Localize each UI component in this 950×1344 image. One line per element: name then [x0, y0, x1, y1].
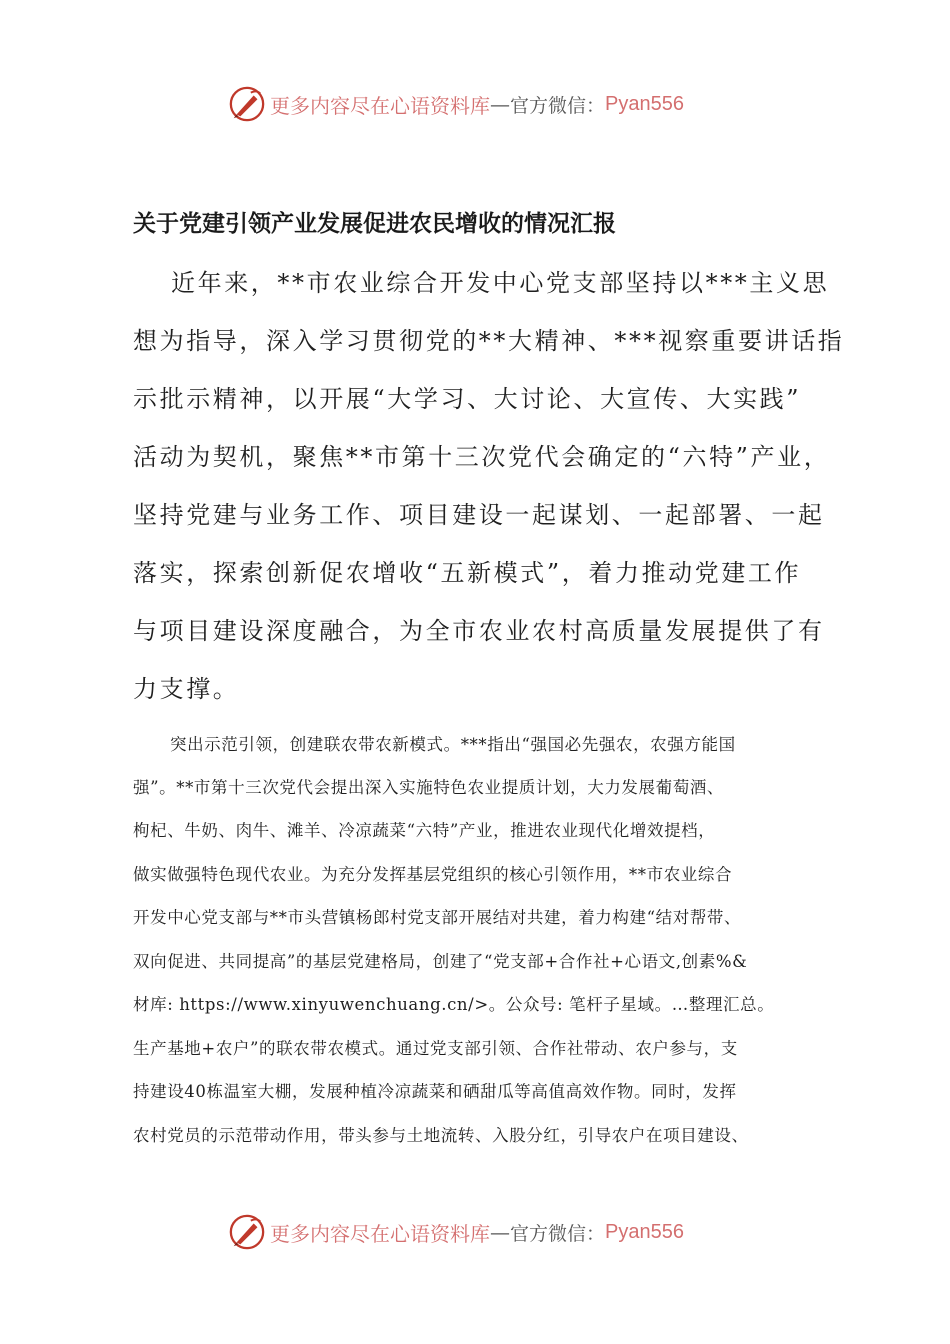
watermark-wechat-id: Pyan556 — [605, 1220, 684, 1243]
watermark-wechat-label: 官方微信： — [510, 1222, 606, 1245]
pen-logo-icon — [228, 85, 266, 123]
intro-line: 示批示精神，以开展“大学习、大讨论、大宣传、大实践” — [133, 385, 802, 413]
watermark-text: 更多内容尽在心语资料库 — [270, 93, 490, 118]
watermark-wechat-id: Pyan556 — [605, 92, 684, 115]
body-line: 强”。**市第十三次党代会提出深入实施特色农业提质计划，大力发展葡萄酒、 — [133, 778, 725, 797]
body-line: 材库: https://www.xinyuwenchuang.cn/>。公众号: 笔杆子星域。…整理汇总。 — [133, 995, 775, 1014]
watermark-dash: — — [490, 92, 510, 116]
body-line: 做实做强特色现代农业。为充分发挥基层党组织的核心引领作用，**市农业综合 — [133, 865, 733, 884]
intro-line: 与项目建设深度融合，为全市农业农村高质量发展提供了有 — [133, 617, 825, 645]
intro-line: 落实，探索创新促农增收“五新模式”，着力推动党建工作 — [133, 559, 802, 587]
intro-line: 想为指导，深入学习贯彻党的**大精神、***视察重要讲话指 — [133, 327, 845, 355]
watermark-text: 更多内容尽在心语资料库 — [270, 1221, 490, 1246]
body-line: 持建设40栋温室大棚，发展种植冷凉蔬菜和硒甜瓜等高值高效作物。同时，发挥 — [133, 1082, 737, 1101]
intro-line: 近年来，**市农业综合开发中心党支部坚持以***主义思 — [171, 269, 830, 297]
intro-line: 活动为契机，聚焦**市第十三次党代会确定的“六特”产业， — [133, 443, 831, 471]
intro-line: 坚持党建与业务工作、项目建设一起谋划、一起部署、一起 — [133, 501, 825, 529]
watermark-banner-top — [228, 84, 728, 124]
watermark-dash: — — [490, 1220, 510, 1244]
watermark-wechat-label: 官方微信： — [510, 94, 606, 117]
body-line: 枸杞、牛奶、肉牛、滩羊、冷凉蔬菜“六特”产业，推进农业现代化增效提档， — [133, 821, 716, 840]
intro-line: 力支撑。 — [133, 675, 240, 703]
body-line: 农村党员的示范带动作用，带头参与土地流转、入股分红，引导农户在项目建设、 — [133, 1126, 749, 1145]
body-line: 双向促进、共同提高”的基层党建格局，创建了“党支部+合作社+心语文,创素%& — [133, 952, 748, 971]
body-line: 开发中心党支部与**市头营镇杨郎村党支部开展结对共建，着力构建“结对帮带、 — [133, 908, 742, 927]
body-line: 突出示范引领，创建联农带农新模式。***指出“强国必先强农，农强方能国 — [170, 735, 736, 754]
document-title: 关于党建引领产业发展促进农民增收的情况汇报 — [133, 211, 616, 237]
watermark-banner-bottom — [228, 1212, 728, 1252]
pen-logo-icon — [228, 1213, 266, 1251]
body-line: 生产基地+农户”的联农带农模式。通过党支部引领、合作社带动、农户参与，支 — [133, 1039, 738, 1058]
